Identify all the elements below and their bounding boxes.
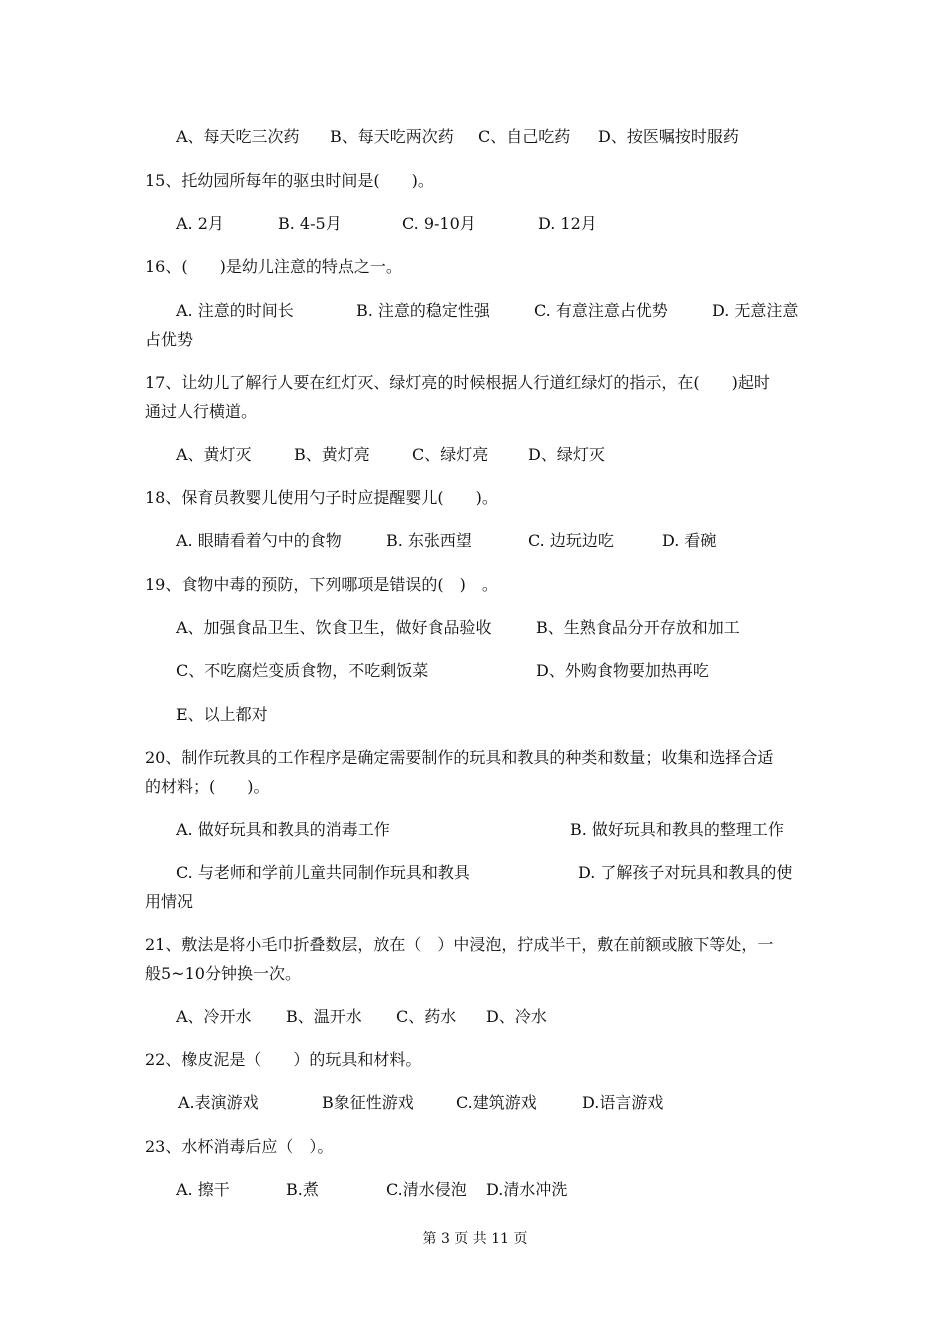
q14-option-a: A、每天吃三次药 xyxy=(176,127,300,146)
q15-option-a: A. 2月 xyxy=(176,214,224,233)
q18-option-a: A. 眼睛看着勺中的食物 xyxy=(176,531,342,550)
q23-option-b: B.煮 xyxy=(286,1180,319,1199)
q23-option-a: A. 擦干 xyxy=(176,1180,230,1199)
q23-stem: 23、水杯消毒后应（ ）。 xyxy=(145,1137,334,1156)
q18-option-b: B. 东张西望 xyxy=(386,531,472,550)
q14-option-c: C、自己吃药 xyxy=(478,127,571,146)
page-footer: 第 3 页 共 11 页 xyxy=(422,1231,528,1247)
q20-stem-line2: 的材料；( )。 xyxy=(145,777,270,796)
q18-option-d: D. 看碗 xyxy=(662,531,717,550)
q15-stem: 15、托幼园所每年的驱虫时间是( )。 xyxy=(145,171,434,190)
q16-continuation: 占优势 xyxy=(145,330,194,349)
q21-option-d: D、冷水 xyxy=(486,1007,547,1026)
q17-option-d: D、绿灯灭 xyxy=(528,445,605,464)
q21-option-a: A、冷开水 xyxy=(176,1007,252,1026)
q16-option-b: B. 注意的稳定性强 xyxy=(356,301,490,320)
q18-option-c: C. 边玩边吃 xyxy=(528,531,614,550)
q19-option-a: A、加强食品卫生、饮食卫生，做好食品验收 xyxy=(176,618,492,637)
q20-continuation: 用情况 xyxy=(145,892,194,911)
q19-option-c: C、不吃腐烂变质食物，不吃剩饭菜 xyxy=(176,661,429,680)
q19-stem: 19、食物中毒的预防，下列哪项是错误的( ) 。 xyxy=(145,575,498,594)
q21-option-b: B、温开水 xyxy=(286,1007,362,1026)
q17-option-b: B、黄灯亮 xyxy=(294,445,370,464)
q20-option-a: A. 做好玩具和教具的消毒工作 xyxy=(176,820,390,839)
q19-option-b: B、生熟食品分开存放和加工 xyxy=(536,618,740,637)
q20-stem-line1: 20、制作玩教具的工作程序是确定需要制作的玩具和教具的种类和数量；收集和选择合适 xyxy=(145,748,774,767)
q19-option-e: E、以上都对 xyxy=(176,705,268,724)
q23-option-c: C.清水侵泡 xyxy=(386,1180,467,1199)
q16-option-a: A. 注意的时间长 xyxy=(176,301,294,320)
q17-option-a: A、黄灯灭 xyxy=(176,445,252,464)
q17-option-c: C、绿灯亮 xyxy=(412,445,489,464)
q18-stem: 18、保育员教婴儿使用勺子时应提醒婴儿( )。 xyxy=(145,488,498,507)
q17-stem-line1: 17、让幼儿了解行人要在红灯灭、绿灯亮的时候根据人行道红绿灯的指示，在( )起时 xyxy=(145,373,770,392)
q14-option-d: D、按医嘱按时服药 xyxy=(598,127,739,146)
q15-option-d: D. 12月 xyxy=(538,214,597,233)
q14-option-b: B、每天吃两次药 xyxy=(330,127,454,146)
q22-stem: 22、橡皮泥是（ ）的玩具和材料。 xyxy=(145,1050,422,1069)
q15-option-c: C. 9-10月 xyxy=(402,214,476,233)
q20-option-d: D. 了解孩子对玩具和教具的使 xyxy=(578,863,793,882)
q21-stem-line2: 般5~10分钟换一次。 xyxy=(145,964,301,983)
q21-stem-line1: 21、敷法是将小毛巾折叠数层，放在（ ）中浸泡，拧成半干，敷在前额或腋下等处，一 xyxy=(145,935,774,954)
q15-option-b: B. 4-5月 xyxy=(278,214,342,233)
q22-option-d: D.语言游戏 xyxy=(582,1093,664,1112)
q17-stem-line2: 通过人行横道。 xyxy=(145,402,258,421)
q16-stem: 16、( )是幼儿注意的特点之一。 xyxy=(145,257,402,276)
q16-option-d: D. 无意注意 xyxy=(712,301,799,320)
q20-option-b: B. 做好玩具和教具的整理工作 xyxy=(570,820,784,839)
q19-option-d: D、外购食物要加热再吃 xyxy=(536,661,709,680)
q16-option-c: C. 有意注意占优势 xyxy=(534,301,668,320)
q22-option-c: C.建筑游戏 xyxy=(456,1093,537,1112)
q22-option-a: A.表演游戏 xyxy=(178,1093,259,1112)
q21-option-c: C、药水 xyxy=(396,1007,457,1026)
q23-option-d: D.清水冲洗 xyxy=(486,1180,568,1199)
q20-option-c: C. 与老师和学前儿童共同制作玩具和教具 xyxy=(176,863,470,882)
q22-option-b: B象征性游戏 xyxy=(322,1093,414,1112)
